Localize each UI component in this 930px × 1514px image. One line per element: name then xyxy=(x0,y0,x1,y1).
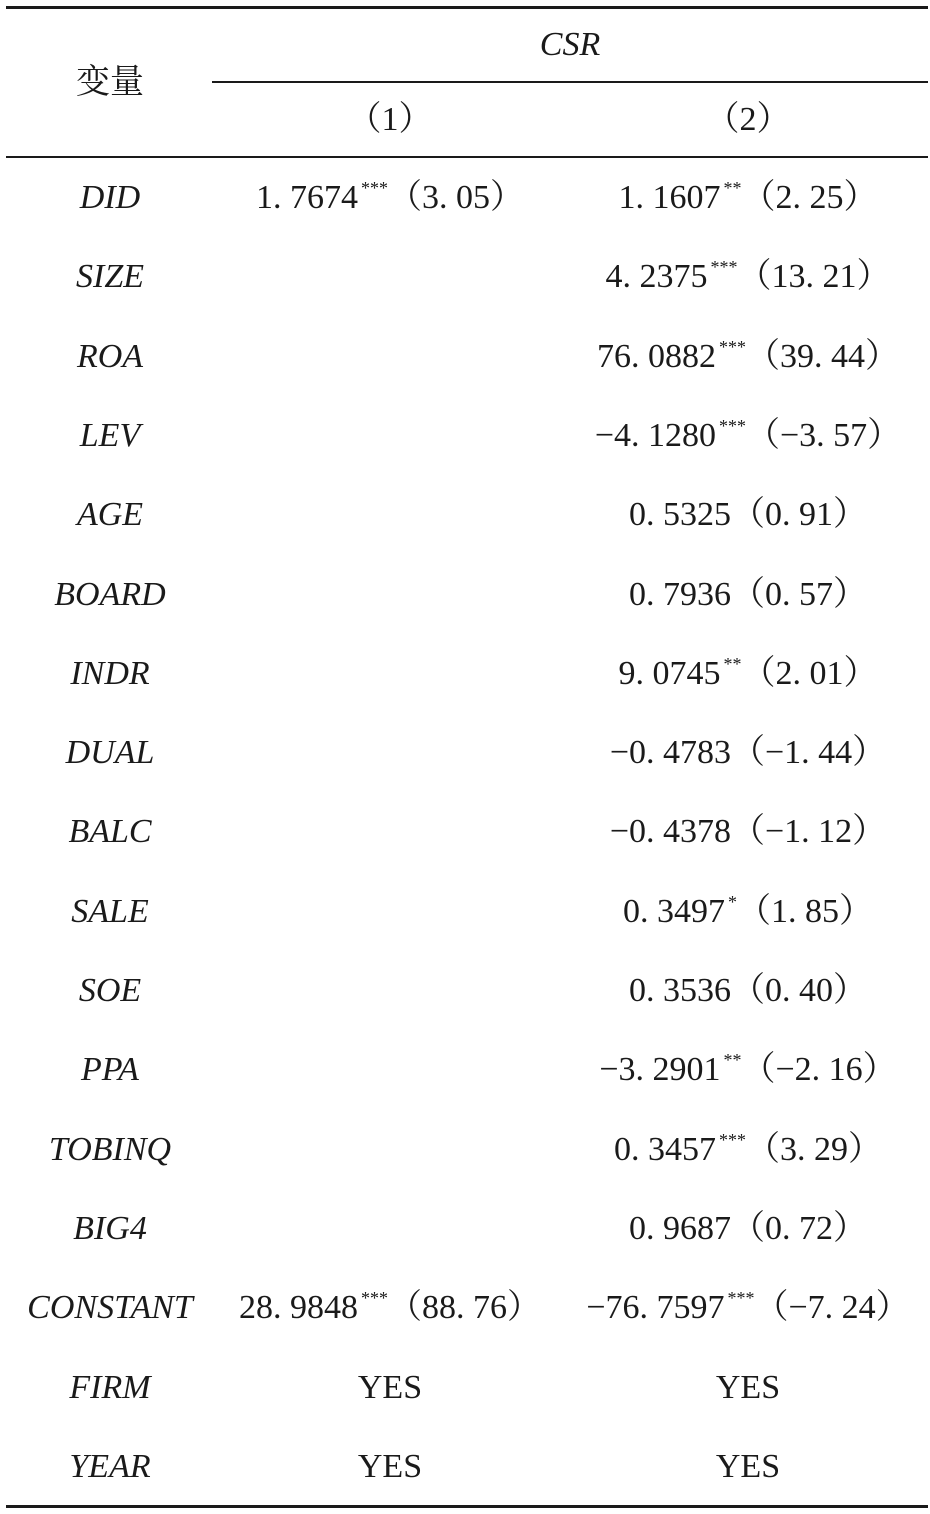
variable-name: YEAR xyxy=(69,1447,151,1485)
significance-stars: ** xyxy=(723,653,742,674)
estimate-cell-col2 xyxy=(595,416,901,456)
coefficient: −0. 4783 xyxy=(609,734,731,772)
significance-stars: *** xyxy=(719,1129,746,1150)
variable-name: PPA xyxy=(81,1051,139,1089)
t-statistic: （0. 40） xyxy=(731,972,867,1009)
variable-name: SOE xyxy=(78,972,142,1009)
estimate-cell-col2 xyxy=(614,1130,882,1170)
estimate-cell-col2 xyxy=(629,1209,867,1249)
t-statistic: （88. 76） xyxy=(388,1289,541,1327)
coefficient: 0. 7936 xyxy=(629,575,731,613)
t-statistic: （−3. 57） xyxy=(746,416,902,454)
estimate-cell-col2 xyxy=(599,1050,896,1090)
significance-stars: *** xyxy=(727,1288,755,1309)
estimate-cell-col2 xyxy=(716,1447,780,1487)
coefficient: 0. 3536 xyxy=(629,972,731,1009)
t-statistic: （2. 01） xyxy=(741,654,878,692)
estimate-cell-col1 xyxy=(239,1288,541,1328)
estimate-cell-col2 xyxy=(629,971,867,1011)
estimate-cell-col1 xyxy=(358,1368,422,1408)
coefficient: 76. 0882 xyxy=(597,337,716,375)
significance-stars: ** xyxy=(723,178,742,198)
variable-name: TOBINQ xyxy=(48,1130,172,1168)
t-statistic: （2. 25） xyxy=(741,179,878,216)
top-rule xyxy=(6,6,928,9)
estimate-cell-col2 xyxy=(716,1368,780,1408)
t-statistic: （39. 44） xyxy=(746,337,899,375)
variable-name: LEV xyxy=(79,416,141,454)
t-statistic: （13. 21） xyxy=(737,258,891,296)
t-statistic: （−7. 24） xyxy=(754,1289,910,1327)
t-statistic: （−1. 12） xyxy=(731,813,887,851)
variable-name: SALE xyxy=(71,892,149,930)
coefficient: 4. 2375 xyxy=(605,258,708,296)
variable-name: AGE xyxy=(76,496,144,534)
estimate-cell-col2 xyxy=(629,495,867,535)
estimate-cell-col2 xyxy=(606,257,891,297)
coefficient: 9. 0745 xyxy=(618,654,721,692)
coefficient: −3. 2901 xyxy=(599,1051,721,1089)
t-statistic: （0. 72） xyxy=(731,1209,867,1247)
coefficient: 0. 3457 xyxy=(614,1130,716,1168)
variable-header: 变量 xyxy=(76,62,144,102)
t-statistic: （0. 57） xyxy=(731,575,867,613)
significance-stars: *** xyxy=(719,415,746,436)
significance-stars: * xyxy=(728,891,737,912)
t-statistic: （3. 05） xyxy=(388,179,524,216)
header-span-rule xyxy=(212,81,928,83)
estimate-cell-col2 xyxy=(623,892,873,932)
variable-name: BALC xyxy=(68,813,152,851)
coefficient: 0. 9687 xyxy=(629,1209,731,1247)
coefficient: 1. 7674 xyxy=(256,179,358,216)
coefficient: −0. 4378 xyxy=(609,813,731,851)
coefficient: YES xyxy=(715,1368,781,1406)
estimate-cell-col2 xyxy=(597,337,899,377)
variable-name: DUAL xyxy=(65,734,155,772)
coefficient: 28. 9848 xyxy=(239,1289,358,1327)
t-statistic: （3. 29） xyxy=(746,1130,882,1168)
estimate-cell-col2 xyxy=(619,178,878,218)
coefficient: 0. 3497 xyxy=(623,892,725,930)
bottom-rule xyxy=(6,1505,928,1508)
column-header-2: （2） xyxy=(705,101,791,138)
significance-stars: *** xyxy=(719,336,746,357)
significance-stars: *** xyxy=(710,257,738,278)
column-header-1: （1） xyxy=(347,101,433,138)
estimate-cell-col2 xyxy=(629,575,867,615)
header-bottom-rule xyxy=(6,156,928,158)
variable-name: FIRM xyxy=(69,1368,151,1406)
variable-name: SIZE xyxy=(76,258,144,296)
dependent-variable-header: CSR xyxy=(539,26,601,63)
significance-stars: *** xyxy=(361,1288,388,1309)
coefficient: YES xyxy=(357,1368,423,1406)
variable-name: BIG4 xyxy=(73,1209,147,1247)
variable-name: CONSTANT xyxy=(27,1289,193,1327)
estimate-cell-col2 xyxy=(610,733,886,773)
coefficient: −4. 1280 xyxy=(594,416,716,454)
estimate-cell-col2 xyxy=(586,1288,909,1328)
estimate-cell-col1 xyxy=(256,178,524,218)
coefficient: YES xyxy=(357,1447,423,1485)
t-statistic: （1. 85） xyxy=(737,892,873,930)
t-statistic: （−1. 44） xyxy=(731,734,887,772)
significance-stars: ** xyxy=(723,1050,742,1071)
coefficient: −76. 7597 xyxy=(586,1289,725,1327)
variable-name: DID xyxy=(79,179,141,216)
t-statistic: （0. 91） xyxy=(731,496,867,534)
coefficient: 1. 1607 xyxy=(618,179,721,216)
variable-name: ROA xyxy=(76,337,144,375)
t-statistic: （−2. 16） xyxy=(741,1051,897,1089)
estimate-cell-col2 xyxy=(619,654,878,694)
coefficient: YES xyxy=(715,1447,781,1485)
variable-name: INDR xyxy=(70,654,150,692)
estimate-cell-col1 xyxy=(358,1447,422,1487)
coefficient: 0. 5325 xyxy=(629,496,731,534)
variable-name: BOARD xyxy=(54,575,166,613)
significance-stars: *** xyxy=(361,178,388,198)
estimate-cell-col2 xyxy=(610,812,886,852)
